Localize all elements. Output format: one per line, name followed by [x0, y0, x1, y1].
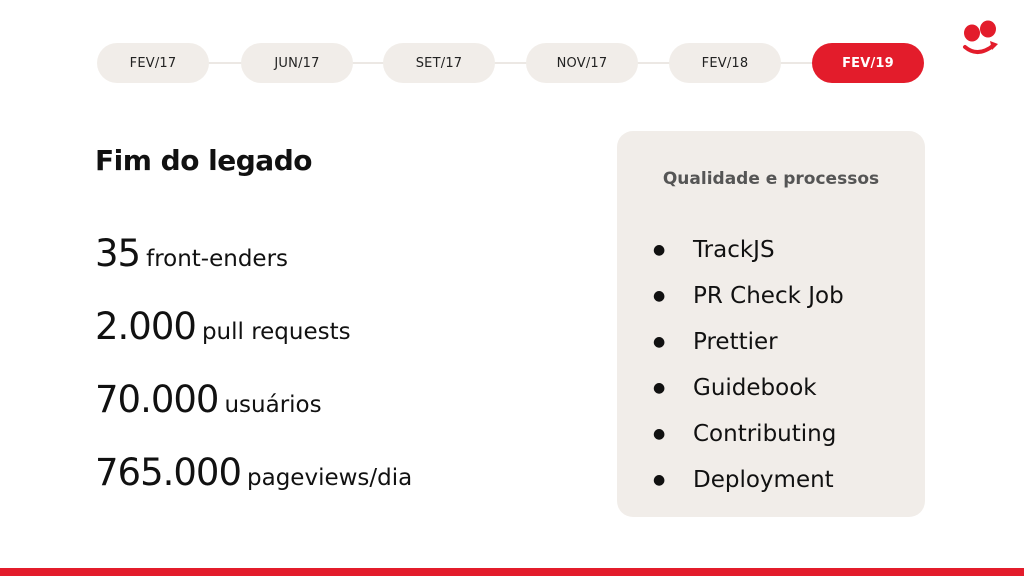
- list-item-label: Prettier: [693, 329, 778, 355]
- stat-number: 765.000: [95, 451, 242, 494]
- stat-number: 2.000: [95, 305, 196, 348]
- slide-title: Fim do legado: [95, 144, 312, 177]
- brand-logo-icon: [960, 20, 1002, 60]
- quality-list: [653, 227, 844, 503]
- bullet-icon: ●: [653, 380, 666, 396]
- timeline-item-set17: SET/17: [383, 43, 495, 83]
- timeline-item-nov17: NOV/17: [526, 43, 638, 83]
- stat-label: usuários: [224, 392, 322, 418]
- list-item: [653, 365, 844, 411]
- list-item-label: Contributing: [693, 421, 837, 447]
- bullet-icon: ●: [653, 334, 666, 350]
- bullet-icon: ●: [653, 288, 666, 304]
- list-item-label: Deployment: [693, 467, 834, 493]
- bullet-icon: ●: [653, 472, 666, 488]
- bottom-accent-bar: [0, 568, 1024, 576]
- stat-pageviews: [95, 451, 412, 494]
- stat-number: 70.000: [95, 378, 219, 421]
- list-item-label: Guidebook: [693, 375, 817, 401]
- stat-number: 35: [95, 232, 141, 275]
- stat-pull-requests: [95, 305, 351, 348]
- list-item: [653, 227, 844, 273]
- list-item: [653, 273, 844, 319]
- timeline-item-fev19-active: FEV/19: [812, 43, 924, 83]
- list-item-label: PR Check Job: [693, 283, 844, 309]
- stat-label: front-enders: [146, 246, 289, 272]
- bullet-icon: ●: [653, 426, 666, 442]
- stat-label: pull requests: [201, 319, 351, 345]
- timeline-item-jun17: JUN/17: [241, 43, 353, 83]
- list-item: [653, 411, 844, 457]
- stat-label: pageviews/dia: [247, 465, 413, 491]
- timeline-item-fev17: FEV/17: [97, 43, 209, 83]
- timeline-item-fev18: FEV/18: [669, 43, 781, 83]
- quality-card: [617, 131, 925, 517]
- bullet-icon: ●: [653, 242, 666, 258]
- list-item-label: TrackJS: [693, 237, 775, 263]
- list-item: [653, 319, 844, 365]
- list-item: [653, 457, 844, 503]
- stat-front-enders: [95, 232, 288, 275]
- stat-usuarios: [95, 378, 322, 421]
- card-title: Qualidade e processos: [662, 169, 880, 189]
